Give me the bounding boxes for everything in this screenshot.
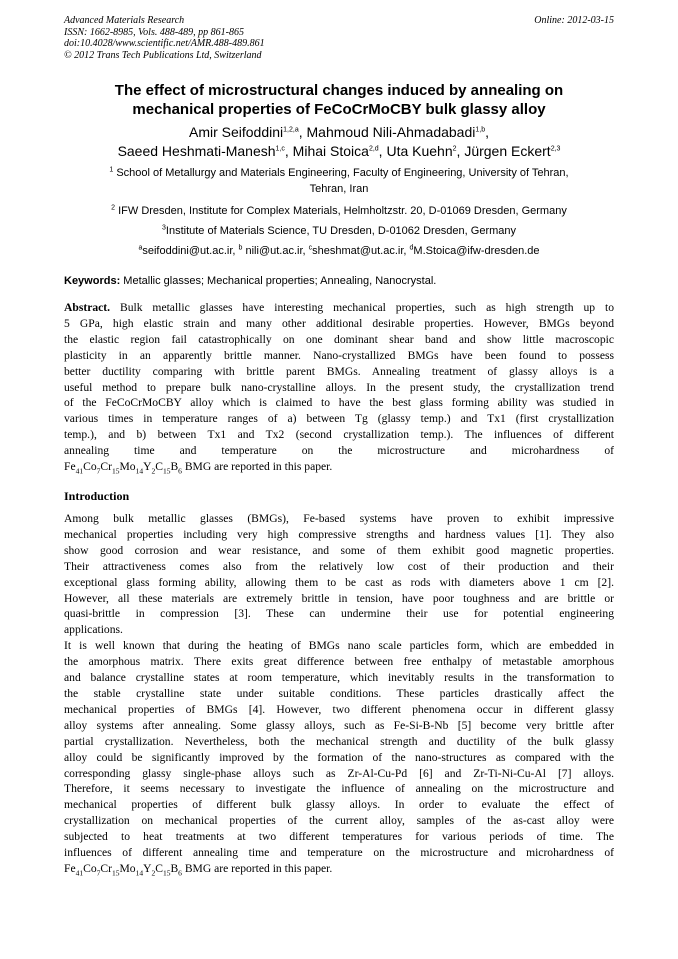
intro-line: applications.: [64, 623, 123, 637]
intro-line: Therefore, it seems necessary to investigate the influence of annealing on the microstructure and: [64, 782, 614, 796]
author-affiliation-marker: 2: [452, 145, 457, 153]
element-symbol: Fe: [64, 460, 76, 474]
element-subscript: 2: [151, 466, 156, 476]
abstract-line: plasticity in an apparently brittle manner. Nano-crystallized BMGs have been found to possess: [64, 348, 614, 362]
email-list: [64, 244, 614, 260]
affiliation-number: 2: [111, 204, 116, 212]
abstract-line: [64, 300, 614, 316]
author-name: Jürgen Eckert: [464, 143, 551, 159]
element-symbol: Y: [143, 460, 152, 474]
alloy-formula: [64, 861, 182, 878]
author-name: Mahmoud Nili-Ahmadabadi: [306, 124, 476, 140]
intro-line: [64, 861, 614, 877]
title-line: mechanical properties of FeCoCrMoCBY bulk glassy alloy: [132, 100, 546, 118]
element-subscript: 41: [75, 466, 84, 476]
author-affiliation-marker: 2,3: [550, 145, 561, 153]
intro-line: Their attractiveness comes also from the relatively low cost of their production and their: [64, 559, 614, 573]
email-address[interactable]: nili@ut.ac.ir,: [242, 245, 309, 257]
element-symbol: Co: [83, 861, 97, 875]
abstract: [64, 300, 614, 475]
element-symbol: Fe: [64, 861, 76, 875]
intro-line: exceptional glass forming ability, allowing them to be cast as rods with diameters above 1 cm [2].: [64, 575, 614, 589]
abstract-line: useful method to prepare bulk nano-crystalline alloys. In the present study, the crystallization trend: [64, 380, 614, 394]
author-affiliation-marker: 1,b: [475, 126, 486, 134]
alloy-formula: [64, 460, 182, 476]
abstract-line: the elastic region fail catastrophically on one dominant shear band and show little macroscopic: [64, 332, 614, 346]
keywords-text: Metallic glasses; Mechanical properties; Annealing, Nanocrystal.: [120, 275, 437, 287]
intro-line: mechanical properties of different bulk glassy alloys. In order to evaluate the effect of: [64, 798, 614, 812]
abstract-line: [64, 459, 614, 475]
intro-line: alloy could be significantly improved by the formation of the nano-structures as compared with the: [64, 750, 614, 764]
author-line: [64, 142, 614, 161]
element-symbol: Cr: [100, 861, 112, 875]
online-date: Online: 2012-03-15: [534, 15, 614, 26]
author-affiliation-marker: 1,c: [275, 145, 285, 153]
intro-line: and balance crystalline states at room temperature, which inevitably results in the transformation to: [64, 671, 614, 685]
author-affiliation-marker: 2,d: [368, 145, 379, 153]
intro-line: However, all these materials are extremely brittle in tension, have poor toughness and are brittle or: [64, 591, 614, 605]
abstract-line: better ductility comparing with brittle parent BMGs. Annealing treatment of glassy alloys is a: [64, 364, 614, 378]
doi-link[interactable]: doi:10.4028/www.scientific.net/AMR.488-489.861: [64, 38, 265, 49]
element-subscript: 2: [151, 868, 156, 878]
author-name: Uta Kuehn: [386, 143, 453, 159]
intro-line: the stable crystalline state under suitable conditions. These particles drastically affect the: [64, 686, 614, 700]
abstract-line: temp.), and b) between Tx1 and Tx2 (second crystallization temp.). The influences of different: [64, 428, 614, 442]
affiliation-line: [64, 224, 614, 240]
affiliation-number: 3: [161, 224, 166, 232]
author-separator: ,: [485, 124, 489, 140]
intro-line: Among bulk metallic glasses (BMGs), Fe-based systems have proven to exhibit impressive: [64, 512, 614, 525]
element-subscript: 6: [178, 466, 182, 476]
element-subscript: 14: [135, 466, 144, 476]
email-address[interactable]: M.Stoica@ifw-dresden.de: [413, 245, 540, 257]
intro-line: quasi-brittle in compression [3]. These can undermine their use for potential engineering: [64, 607, 614, 621]
author-separator: ,: [456, 143, 465, 159]
author-affiliation-marker: 1,2,a: [283, 126, 299, 134]
element-symbol: Mo: [119, 861, 136, 875]
email-address[interactable]: seifoddini@ut.ac.ir,: [142, 245, 239, 257]
keywords: [64, 274, 614, 288]
element-subscript: 7: [96, 466, 101, 476]
affiliation-3: [64, 224, 614, 240]
element-symbol: Mo: [119, 460, 136, 474]
abstract-label: Abstract.: [64, 301, 111, 314]
abstract-text: Bulk metallic glasses have interesting mechanical properties, such as high strength up to: [110, 301, 614, 314]
intro-line: influences of different annealing time and temperature on the microstructure and microhardness of: [64, 846, 614, 860]
journal-header: [64, 15, 265, 61]
keywords-label: Keywords:: [64, 275, 121, 287]
element-subscript: 14: [135, 868, 144, 878]
element-symbol: B: [170, 460, 179, 474]
email-marker: d: [409, 244, 414, 252]
element-symbol: Cr: [100, 460, 112, 474]
element-symbol: C: [155, 460, 163, 474]
intro-text: BMG are reported in this paper.: [181, 861, 333, 875]
copyright-line: © 2012 Trans Tech Publications Ltd, Switzerland: [64, 49, 262, 61]
abstract-line: 5 GPa, high elastic strain and many other additional desirable properties. However, BMGs beyond: [64, 316, 614, 330]
affiliation-2: [64, 204, 614, 220]
intro-line: mechanical properties of BMGs [4]. However, two different phenomena occur in different glassy: [64, 702, 614, 716]
affiliation-line: Tehran, Iran: [309, 182, 369, 195]
intro-line: mechanical properties including very high compressive strengths and hardness values [1]. They also: [64, 527, 614, 541]
element-symbol: B: [170, 861, 179, 875]
author-list: [64, 123, 614, 161]
affiliation-number: 1: [109, 166, 114, 174]
paper-title: [64, 82, 614, 119]
email-address[interactable]: sheshmat@ut.ac.ir,: [312, 245, 410, 257]
element-symbol: Y: [143, 861, 152, 875]
section-heading-introduction: Introduction: [64, 489, 130, 503]
author-name: Saeed Heshmati-Manesh: [117, 143, 276, 159]
affiliation-1: [64, 166, 614, 197]
author-line: [64, 123, 614, 142]
author-separator: ,: [298, 124, 307, 140]
affiliation-line: [64, 166, 614, 182]
title-line: The effect of microstructural changes induced by annealing on: [114, 82, 564, 99]
abstract-line: various times in temperature ranges of a) between Tg (glassy temp.) and Tx1 (first crystallization: [64, 412, 614, 426]
element-symbol: Co: [83, 460, 97, 474]
author-name: Mihai Stoica: [292, 143, 369, 159]
introduction-body: [64, 511, 614, 877]
affiliation-text: IFW Dresden, Institute for Complex Materials, Helmholtzstr. 20, D-01069 Dresden, Germany: [118, 205, 567, 217]
intro-line: the amorphous matrix. There exits great difference between free enthalpy of metastable amorphous: [64, 655, 614, 669]
abstract-line: annealing time and temperature on the microstructure and microhardness of: [64, 444, 614, 458]
author-name: Amir Seifoddini: [188, 124, 284, 140]
intro-line: It is well known that during the heating of BMGs nano scale particles form, which are embedded in: [64, 639, 614, 653]
element-symbol: C: [155, 861, 163, 875]
intro-line: show good corrosion and wear resistance, and some of them exhibit good magnetic properties.: [64, 543, 614, 557]
intro-line: corresponding glassy single-phase alloys such as Zr-Al-Cu-Pd [6] and Zr-Ti-Ni-Cu-Al [7] alloys.: [64, 766, 614, 780]
journal-name: Advanced Materials Research: [64, 15, 185, 26]
issn-line: ISSN: 1662-8985, Vols. 488-489, pp 861-865: [64, 26, 244, 38]
intro-line: crystallization on mechanical properties of the current alloy, samples of the as-cast alloy were: [64, 814, 614, 828]
element-subscript: 15: [111, 868, 120, 878]
element-subscript: 6: [178, 868, 182, 878]
element-subscript: 41: [75, 868, 84, 878]
abstract-text: BMG are reported in this paper.: [181, 460, 333, 474]
email-marker: b: [238, 244, 243, 252]
intro-line: partial crystallization. Nevertheless, both the mechanical strength and ductility of the bulk glassy: [64, 734, 614, 748]
email-marker: c: [308, 244, 313, 252]
element-subscript: 7: [96, 868, 101, 878]
element-subscript: 15: [162, 466, 171, 476]
affiliation-text: School of Metallurgy and Materials Engineering, Faculty of Engineering, University of Tehran,: [116, 167, 569, 179]
affiliation-line: [64, 204, 614, 220]
email-marker: a: [138, 244, 143, 252]
element-subscript: 15: [162, 868, 171, 878]
element-subscript: 15: [111, 466, 120, 476]
email-line: [64, 244, 614, 260]
author-separator: ,: [378, 143, 387, 159]
abstract-line: of the FeCoCrMoCBY alloy which is claimed to have the best glass forming ability was studied in: [64, 396, 614, 410]
intro-line: alloy systems after annealing. Some glassy alloys, such as Fe-Si-B-Nb [5] become very brittle after: [64, 718, 614, 732]
author-separator: ,: [284, 143, 293, 159]
intro-line: subjected to heat treatments at two different temperatures for various periods of time. The: [64, 830, 614, 844]
affiliation-text: Institute of Materials Science, TU Dresden, D-01062 Dresden, Germany: [165, 225, 517, 237]
